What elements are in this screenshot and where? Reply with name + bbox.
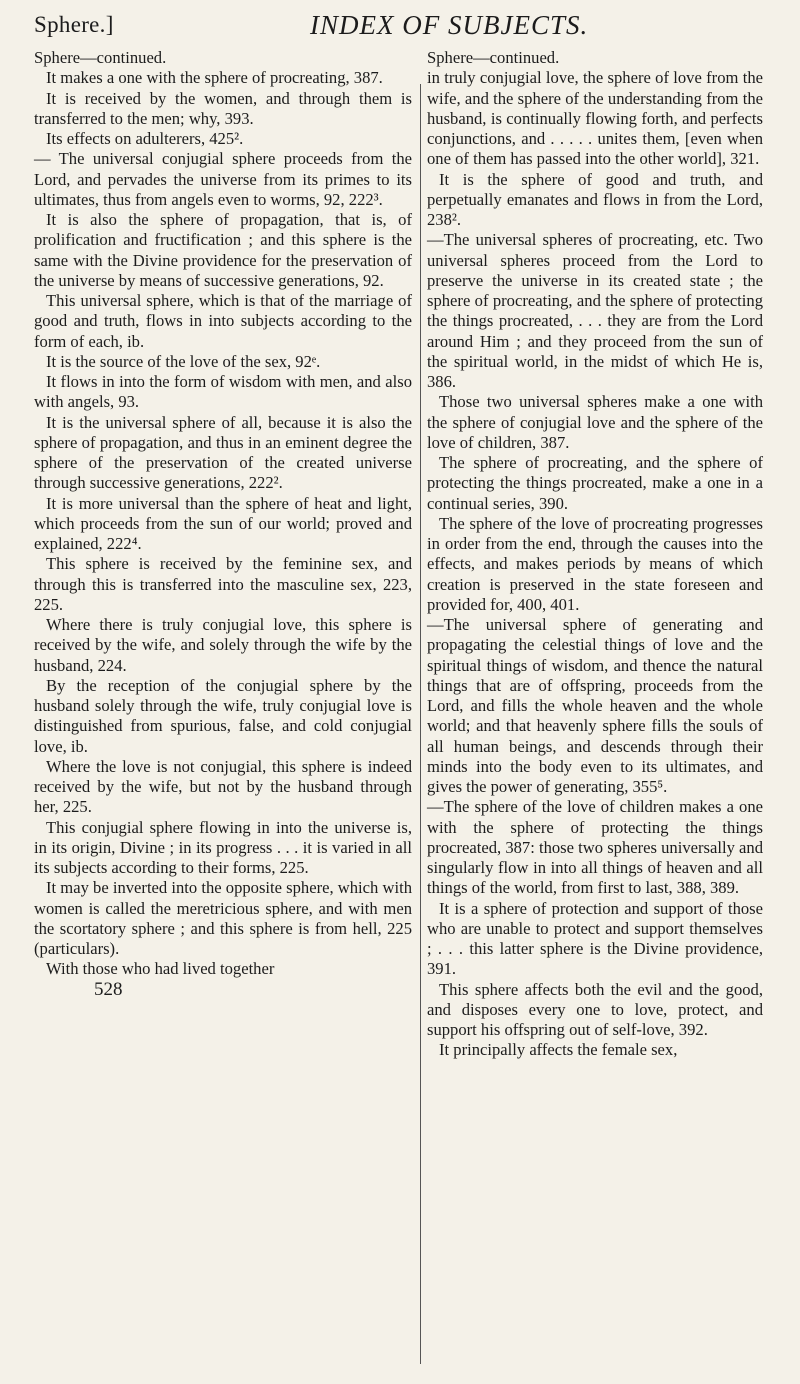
index-entry: This conjugial sphere flowing in into the universe is, in its origin, Divine ; in its progress . . . it is varied in all its subjects according to their forms, 225. bbox=[34, 817, 412, 877]
index-entry: It is the source of the love of the sex, 92ᵉ. bbox=[46, 351, 321, 371]
index-entry: Its effects on adulterers, 425². bbox=[46, 129, 244, 148]
index-entry: It is the sphere of good and truth, and perpetually emanates and flows in from the Lord, 238². bbox=[427, 169, 763, 229]
column-heading: Sphere—continued. bbox=[34, 48, 167, 67]
index-entry: in truly conjugial love, the sphere of love from the wife, and the sphere of the understanding from the husband, is continually flowing forth, and perfects conjunctions, and . . . . . unites them, [even when one of them has passed into the other world], 321. bbox=[427, 68, 763, 169]
column-heading: Sphere—continued. bbox=[427, 48, 560, 67]
index-entry: It is the universal sphere of all, because it is also the sphere of propagation, and thus in an eminent degree the sphere of the preservation of the created universe through successive generations, 222². bbox=[34, 412, 412, 493]
index-entry: It is received by the women, and through them is transferred to the men; why, 393. bbox=[34, 88, 412, 128]
index-entry: —The universal sphere of generating and propagating the celestial things of love and the spiritual things of wisdom, and thence the natural things that are of offspring, proceeds from the Lord, and fills the whole heaven and the whole world; and that heavenly sphere fills the souls of all human beings, and descends through their minds into the body even to its ultimates, and gives the power of generating, 355⁵. bbox=[427, 615, 763, 796]
index-entry: It is also the sphere of propagation, that is, of prolification and fructification ; and this sphere is the same with the Divine providence for the preservation of the universe by means of successive generations, 92. bbox=[34, 210, 412, 290]
page-header bbox=[0, 8, 800, 50]
index-entry: —The universal spheres of procreating, etc. Two universal spheres proceed from the Lord to preserve the universe in its created state ; the sphere of procreating, and the sphere of protecting the things procreated, . . . they are from the Lord around Him ; and they proceed from the sun of the spiritual world, in the midst of which He is, 386. bbox=[427, 230, 763, 391]
index-entry: Where the love is not conjugial, this sphere is indeed received by the wife, but not by the husband through her, 225. bbox=[34, 756, 412, 817]
index-entry: With those who had lived together bbox=[46, 959, 275, 979]
left-column bbox=[34, 48, 412, 1019]
index-entry: — The universal conjugial sphere proceeds from the Lord, and pervades the universe from its primes to its ultimates, thus from angels even to worms, 92, 222³. bbox=[34, 149, 412, 209]
section-title: INDEX OF SUBJECTS. bbox=[310, 10, 589, 40]
page-number: 528 bbox=[94, 978, 123, 1000]
index-entry: By the reception of the conjugial sphere by the husband solely through the wife, truly conjugial love is distinguished from spurious, false, and cold conjugial love, ib. bbox=[34, 675, 412, 756]
right-column bbox=[427, 48, 763, 1061]
index-entry: Those two universal spheres make a one with the sphere of conjugial love and the sphere of the love of children, 387. bbox=[427, 392, 763, 452]
column-divider bbox=[420, 84, 421, 1364]
index-entry: This universal sphere, which is that of the marriage of good and truth, flows in into subjects according to the form of each, ib. bbox=[34, 291, 412, 351]
index-entry: It is more universal than the sphere of heat and light, which proceeds from the sun of our world; proved and explained, 222⁴. bbox=[34, 493, 412, 553]
index-entry: It makes a one with the sphere of procreating, 387. bbox=[46, 68, 383, 88]
running-head: Sphere.] bbox=[34, 12, 114, 37]
index-entry: It principally affects the female sex, bbox=[439, 1040, 678, 1060]
index-entry: The sphere of procreating, and the sphere of protecting the things procreated, make a one in a continual series, 390. bbox=[427, 453, 763, 513]
index-entry: This sphere is received by the feminine sex, and through this is transferred into the masculine sex, 223, 225. bbox=[34, 554, 412, 614]
index-entry: Where there is truly conjugial love, this sphere is received by the wife, and solely through the wife by the husband, 224. bbox=[34, 615, 412, 675]
index-entry: It flows in into the form of wisdom with men, and also with angels, 93. bbox=[34, 372, 412, 412]
index-entry: It is a sphere of protection and support of those who are unable to protect and support themselves ; . . . this latter sphere is the Divine providence, 391. bbox=[427, 898, 763, 979]
index-entry: This sphere affects both the evil and the good, and disposes every one to love, protect, and support his offspring out of self-love, 392. bbox=[427, 979, 763, 1039]
index-entry: —The sphere of the love of children makes a one with the sphere of protecting the things procreated, 387: those two spheres universally and singularly flow in into all things of heaven and all things of the world, from first to last, 388, 389. bbox=[427, 797, 763, 898]
index-entry: The sphere of the love of procreating progresses in order from the end, through the causes into the effects, and makes periods by means of which creation is preserved in the state foreseen and provided for, 400, 401. bbox=[427, 513, 763, 614]
index-entry: It may be inverted into the opposite sphere, which with women is called the meretricious sphere, and with men the scortatory sphere ; and this sphere is from hell, 225 (particulars). bbox=[34, 878, 412, 958]
